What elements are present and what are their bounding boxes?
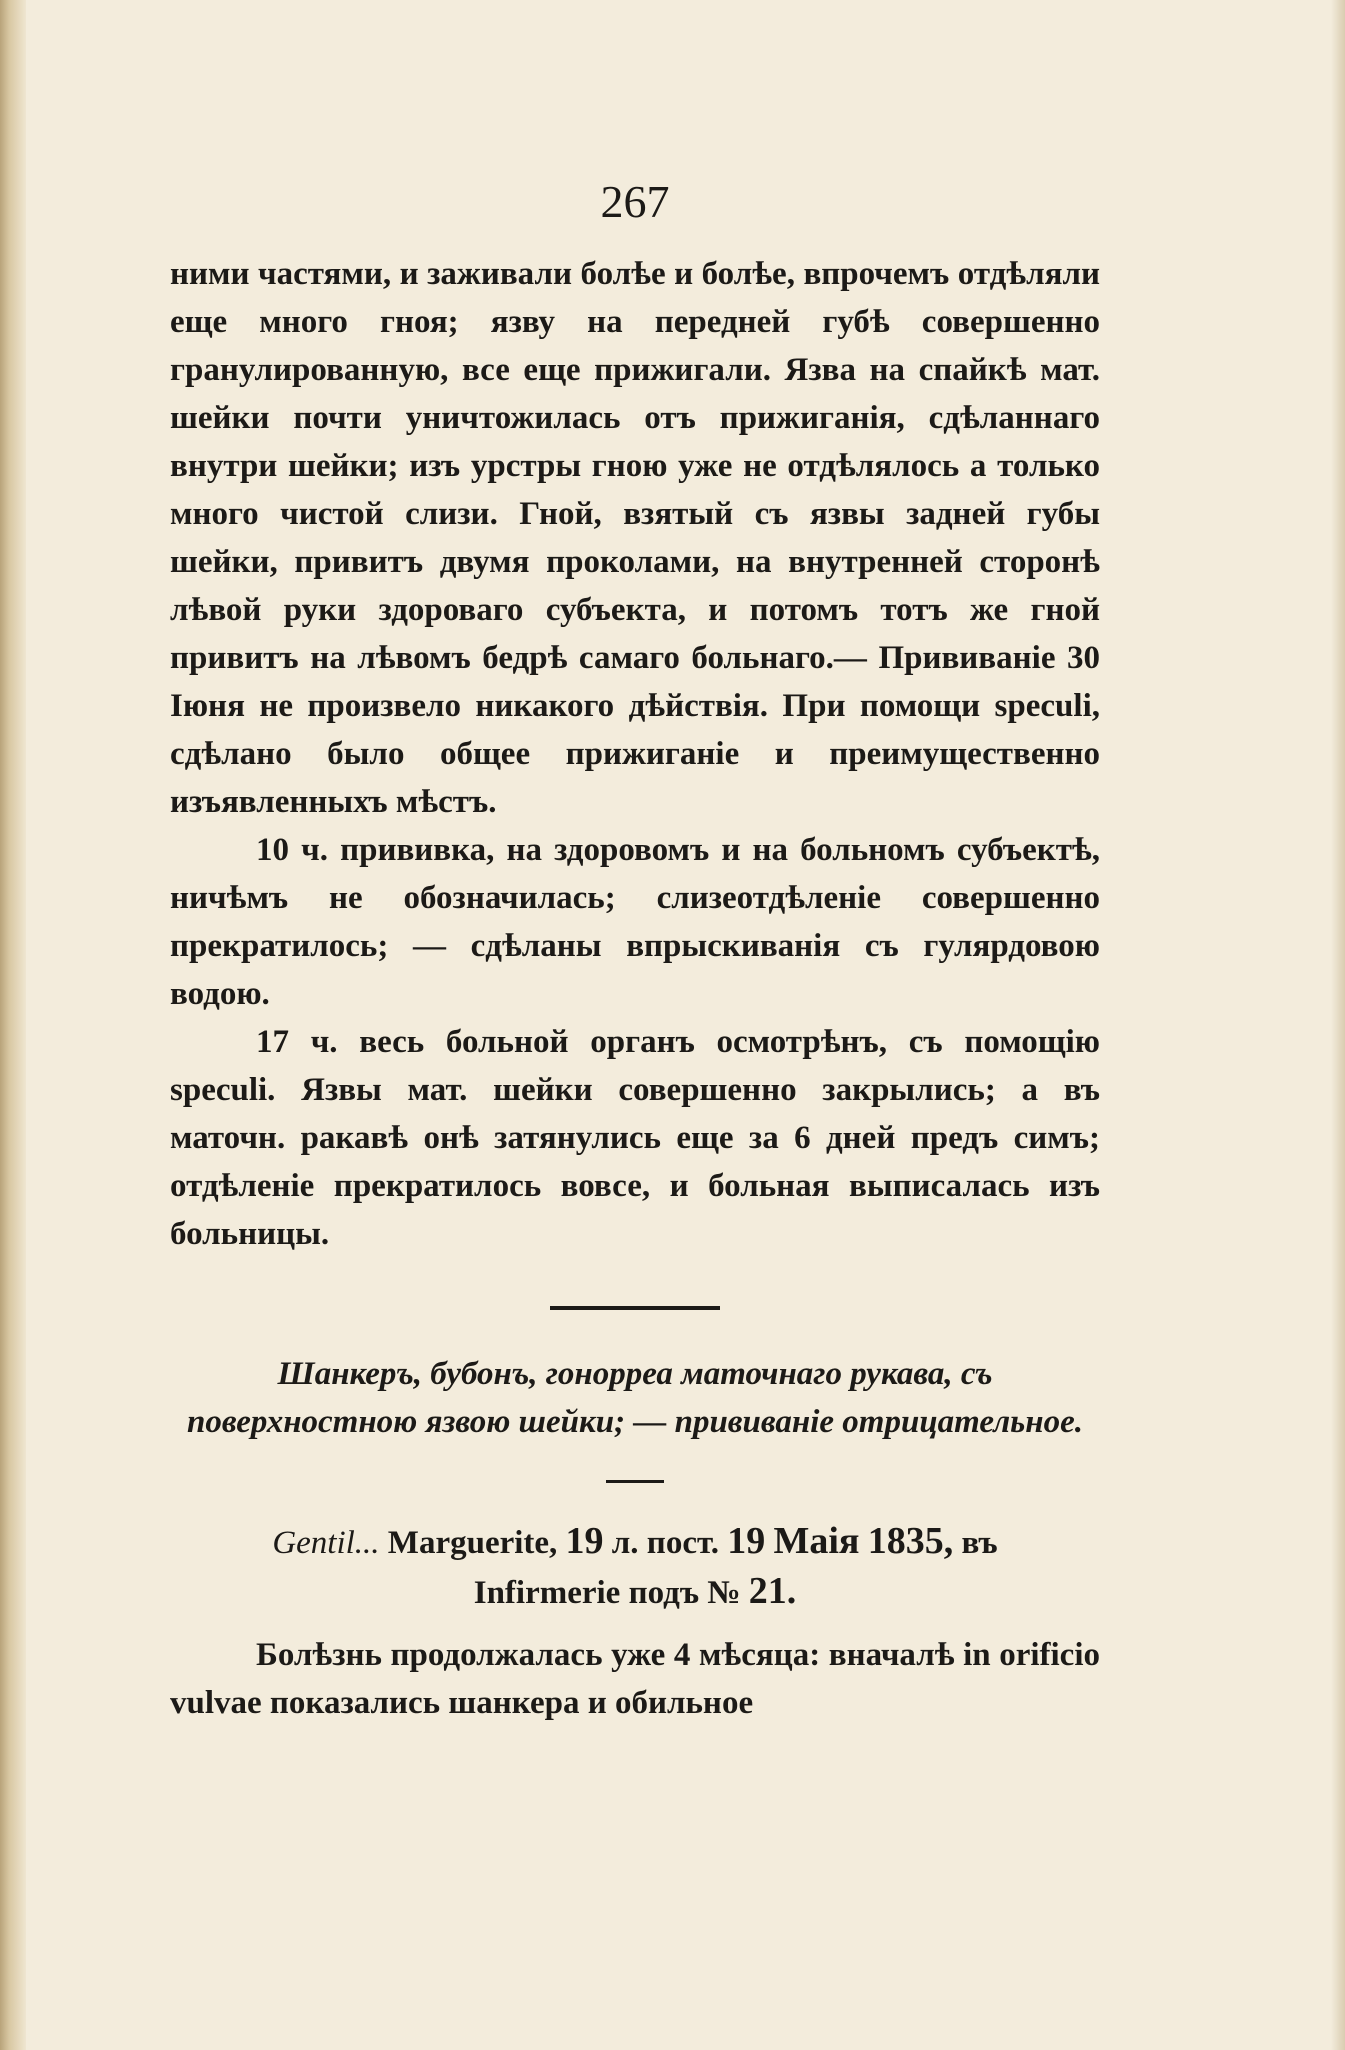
patient-given-name: Marguerite,	[387, 1525, 558, 1561]
age-unit: л. пост.	[611, 1525, 719, 1561]
ward-number: 21.	[748, 1570, 797, 1612]
admission-day: 19	[727, 1520, 766, 1562]
ward-name: Infirmerie подъ	[473, 1575, 700, 1611]
page-number: 267	[600, 176, 670, 227]
page-edge	[1331, 0, 1345, 2050]
final-paragraph: Болѣзнь продолжалась уже 4 мѣсяца: вначалѣ in orificio vulvae показались шанкера и обильное	[170, 1637, 1100, 1721]
admission-month: Маія	[773, 1520, 860, 1562]
section-rule	[550, 1306, 720, 1310]
number-sign: №	[707, 1575, 741, 1611]
book-page	[170, 150, 1100, 1727]
case-entry	[170, 1517, 1100, 1617]
case-heading: Шанкеръ, бубонъ, гонорреа маточнаго рукава, съ поверхностною язвою шейки; — прививаніе отрицательное.	[187, 1356, 1083, 1440]
entry-preposition: въ	[961, 1525, 998, 1561]
admission-year: 1835,	[867, 1520, 954, 1562]
short-rule	[606, 1480, 664, 1483]
paragraph-1: ними частями, и заживали болѣе и болѣе, впрочемъ отдѣляли еще много гноя; язву на передней губѣ совершенно гранулированную, все еще прижигали. Язва на спайкѣ мат. шейки почти уничтожилась отъ прижиганія, сдѣланнаго внутри шейки; изъ урстры гною уже не отдѣлялось а только много чистой слизи. Гной, взятый съ язвы задней губы шейки, привитъ двумя проколами, на внутренней сторонѣ лѣвой руки здороваго субъекта, и потомъ тотъ же гной привитъ на лѣвомъ бедрѣ самаго больнаго.— Прививаніе 30 Іюня не произвело никакого дѣйствія. При помощи speculi, сдѣлано было общее прижиганіе и преимущественно изъявленныхъ мѣстъ.	[170, 256, 1100, 820]
paragraph-2: 10 ч. прививка, на здоровомъ и на больномъ субъектѣ, ничѣмъ не обозначилась; слизеотдѣленіе совершенно прекратилось; — сдѣланы впрыскиванія съ гулярдовою водою.	[170, 832, 1100, 1012]
binding-shadow	[0, 0, 26, 2050]
patient-surname: Gentil...	[272, 1525, 380, 1561]
patient-age: 19	[565, 1520, 604, 1562]
paragraph-3: 17 ч. весь больной органъ осмотрѣнъ, съ помощію speculi. Язвы мат. шейки совершенно закрылись; а въ маточн. ракавѣ онѣ затянулись еще за 6 дней предъ симъ; отдѣленіе прекратилось вовсе, и больная выписалась изъ больницы.	[170, 1024, 1100, 1252]
